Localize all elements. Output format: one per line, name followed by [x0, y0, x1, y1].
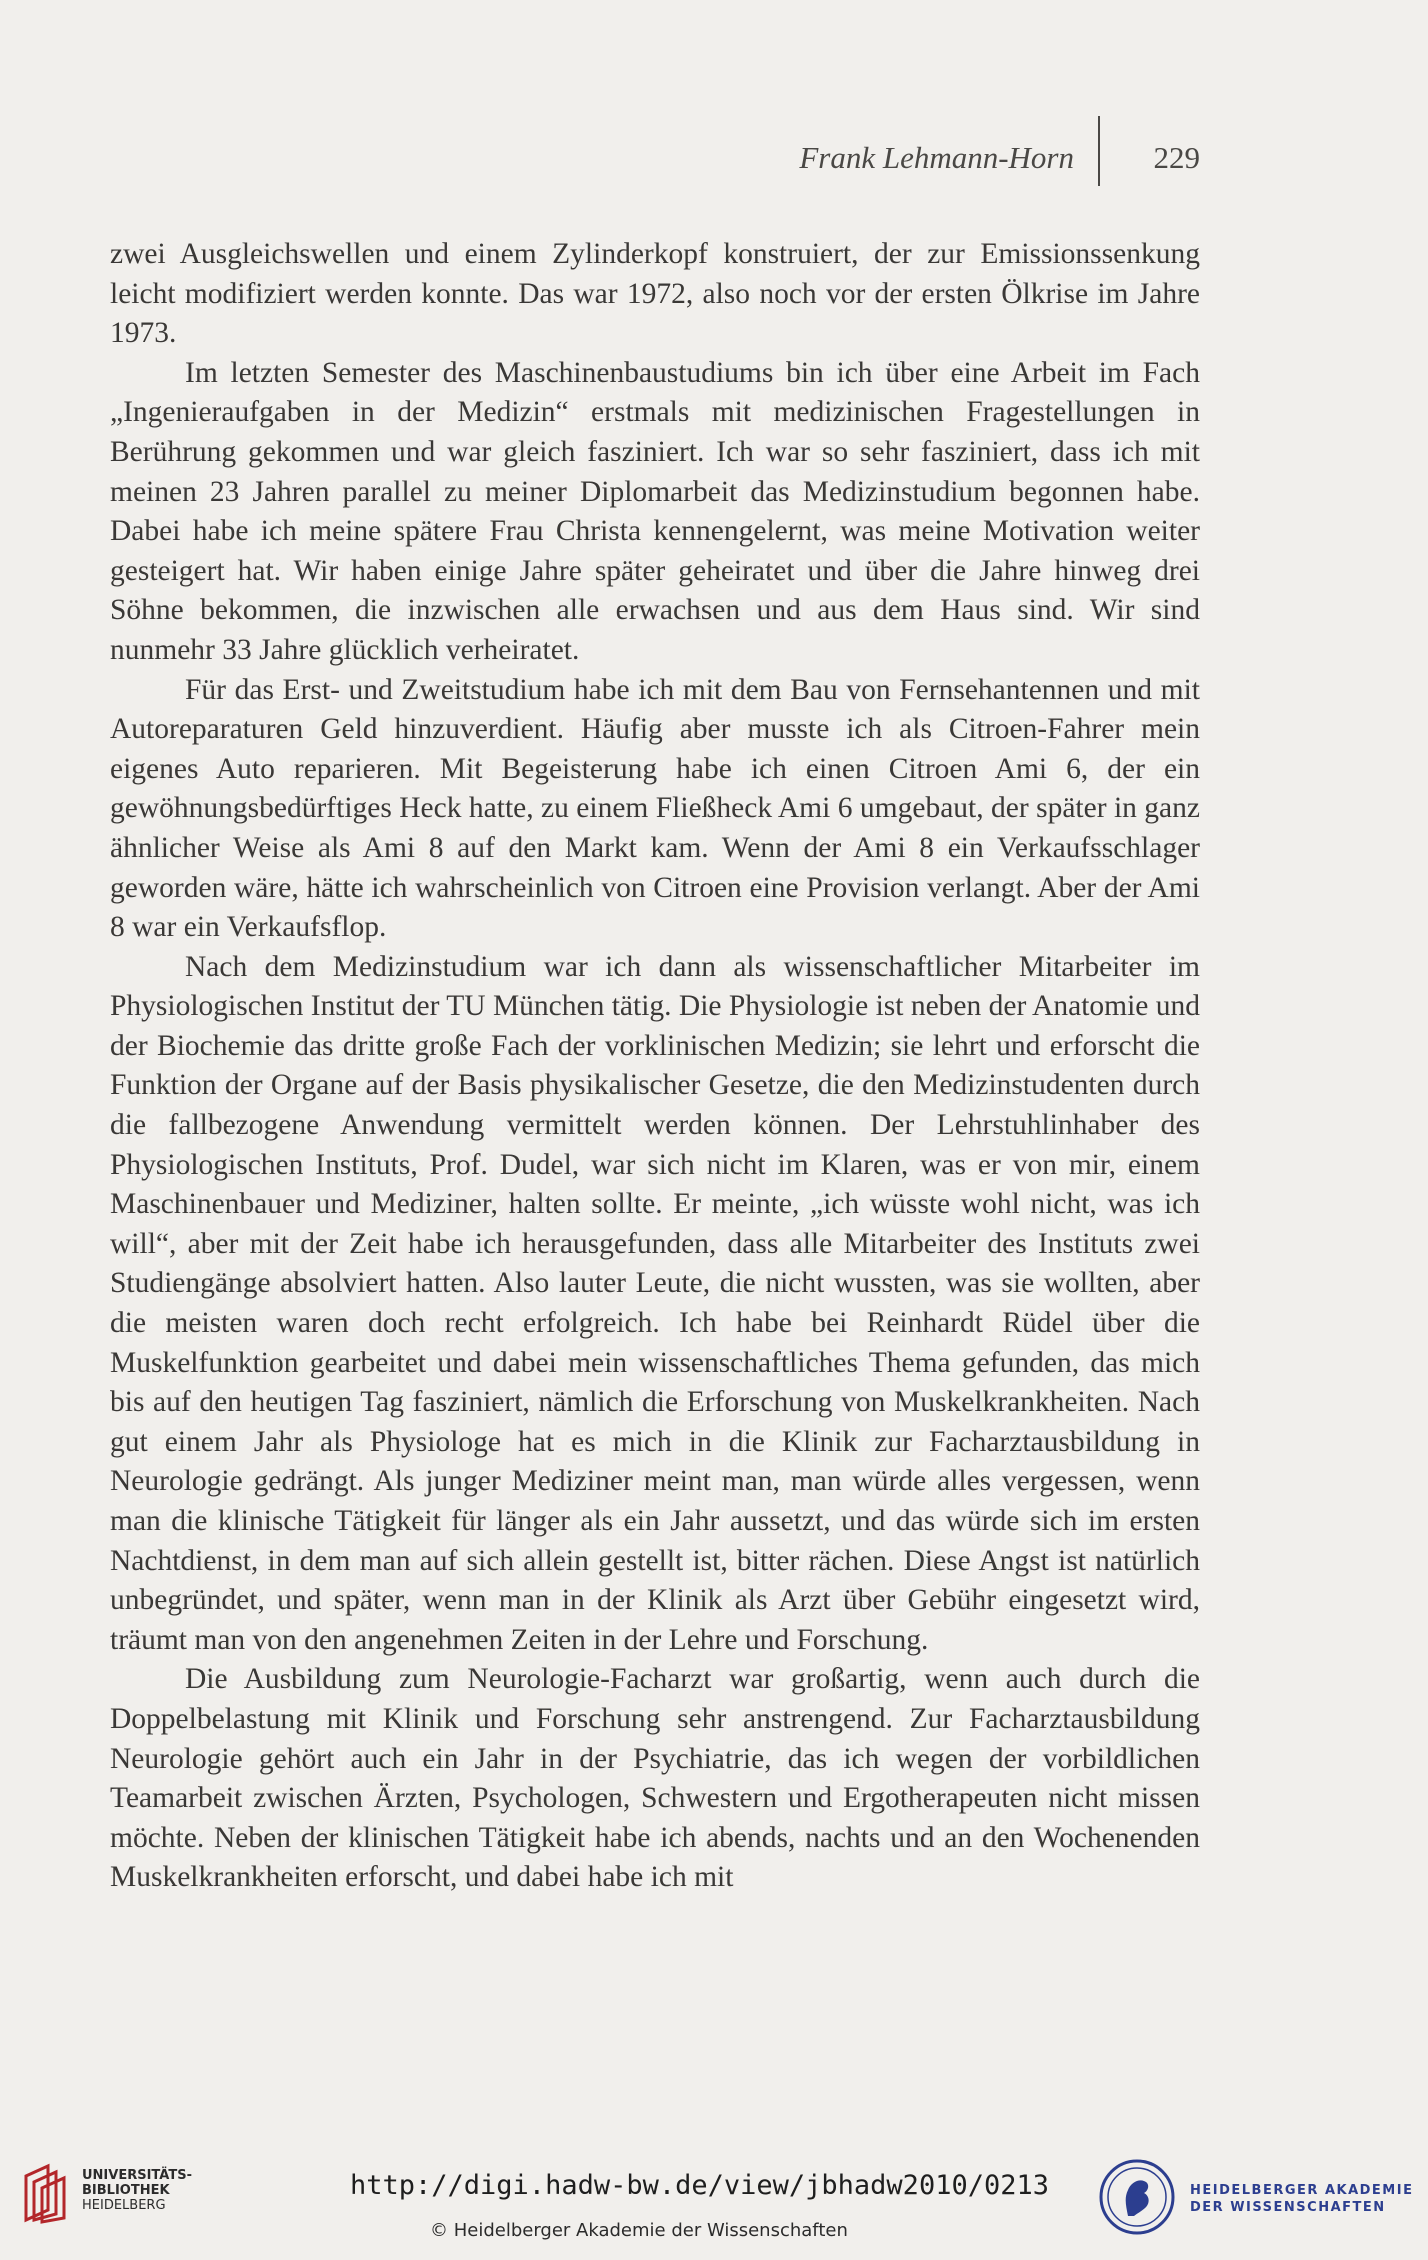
hadw-seal-icon — [1098, 2158, 1176, 2236]
paragraph: Im letzten Semester des Maschinenbaustudiums bin ich über eine Arbeit im Fach „Ingenieraufgaben in der Medizin“ erstmals mit medizinischen Fragestellungen in Berührung gekommen und war gleich fasziniert. Ich war so sehr fasziniert, dass ich mit meinen 23 Jahren parallel zu meiner Diplomarbeit das Medizinstudium begonnen habe. Dabei habe ich meine spätere Frau Christa kennengelernt, was meine Motivation weiter gesteigert hat. Wir haben einige Jahre später geheiratet und über die Jahre hinweg drei Söhne bekommen, die inzwischen alle erwachsen und aus dem Haus sind. Wir sind nunmehr 33 Jahre glücklich verheiratet. — [110, 356, 1200, 666]
library-name-line: HEIDELBERG — [82, 2198, 166, 2213]
academy-name — [1190, 2182, 1413, 2216]
body-text — [110, 235, 1200, 1898]
paragraph: Nach dem Medizinstudium war ich dann als wissenschaftlicher Mitarbeiter im Physiologischen Institut der TU München tätig. Die Physiologie ist neben der Anatomie und der Biochemie das dritte große Fach der vorklinischen Medizin; sie lehrt und erforscht die Funktion der Organe auf der Basis physikalischer Gesetze, die den Medizinstudenten durch die fallbezogene Anwendung vermittelt werden können. Der Lehrstuhlinhaber des Physiologischen Instituts, Prof. Dudel, war sich nicht im Klaren, was er von mir, einem Maschinenbauer und Mediziner, halten sollte. Er meinte, „ich wüsste wohl nicht, was ich will“, aber mit der Zeit habe ich herausgefunden, dass alle Mitarbeiter des Instituts zwei Studiengänge absolviert hatten. Also lauter Leute, die nicht wussten, was sie wollten, aber die meisten waren doch recht erfolgreich. Ich habe bei Reinhardt Rüdel über die Muskelfunktion gearbeitet und dabei mein wissenschaftliches Thema gefunden, das mich bis auf den heutigen Tag fasziniert, nämlich die Erforschung von Muskelkrankheiten. Nach gut einem Jahr als Physiologe hat es mich in die Klinik zur Facharztausbildung in Neurologie gedrängt. Als junger Mediziner meint man, man würde alles vergessen, wenn man die klinische Tätigkeit für länger als ein Jahr aussetzt, und das würde sich im ersten Nachtdienst, in dem man auf sich allein gestellt ist, bitter rächen. Diese Angst ist natürlich unbegründet, und später, wenn man in der Klinik als Arzt über Gebühr eingesetzt wird, träumt man von den angenehmen Zeiten in der Lehre und Forschung. — [110, 950, 1201, 1656]
library-name — [82, 2168, 192, 2213]
academy-name-line: HEIDELBERGER AKADEMIE — [1190, 2183, 1414, 2198]
library-name-line: BIBLIOTHEK — [82, 2183, 170, 2198]
paragraph: zwei Ausgleichswellen und einem Zylinderkopf konstruiert, der zur Emissionssenkung leicht modifiziert werden konnte. Das war 1972, also noch vor der ersten Ölkrise im Jahre 1973. — [110, 238, 1200, 350]
header-divider — [1098, 116, 1100, 186]
paragraph: Für das Erst- und Zweitstudium habe ich mit dem Bau von Fernsehantennen und mit Autoreparaturen Geld hinzuverdient. Häufig aber musste ich als Citroen-Fahrer mein eigenes Auto reparieren. Mit Begeisterung habe ich einen Citroen Ami 6, der ein gewöhnungsbedürftiges Heck hatte, zu einem Fließheck Ami 6 umgebaut, der später in ganz ähnlicher Weise als Ami 8 auf den Markt kam. Wenn der Ami 8 ein Verkaufsschlager geworden wäre, hätte ich wahrscheinlich von Citroen eine Provision verlangt. Aber der Ami 8 war ein Verkaufsflop. — [110, 673, 1200, 944]
academy-name-line: DER WISSENSCHAFTEN — [1190, 2200, 1386, 2215]
copyright-notice: © Heidelberger Akademie der Wissenschaften — [430, 2220, 848, 2241]
library-name-line: UNIVERSITÄTS- — [82, 2168, 192, 2183]
source-url-link[interactable]: http://digi.hadw-bw.de/view/jbhadw2010/0213 — [350, 2170, 1049, 2201]
page-header — [110, 138, 1200, 178]
ub-heidelberg-logo-icon — [18, 2162, 74, 2226]
running-head: Frank Lehmann-Horn — [799, 140, 1074, 175]
page-number: 229 — [1153, 140, 1200, 175]
paragraph: Die Ausbildung zum Neurologie-Facharzt war großartig, wenn auch durch die Doppelbelastung mit Klinik und Forschung sehr anstrengend. Zur Facharztausbildung Neurologie gehört auch ein Jahr in der Psychiatrie, das ich wegen der vorbildlichen Teamarbeit zwischen Ärzten, Psychologen, Schwestern und Ergotherapeuten nicht missen möchte. Neben der klinischen Tätigkeit habe ich abends, nachts und an den Wochenenden Muskelkrankheiten erforscht, und dabei habe ich mit — [110, 1663, 1200, 1894]
digitization-footer — [0, 2150, 1428, 2260]
